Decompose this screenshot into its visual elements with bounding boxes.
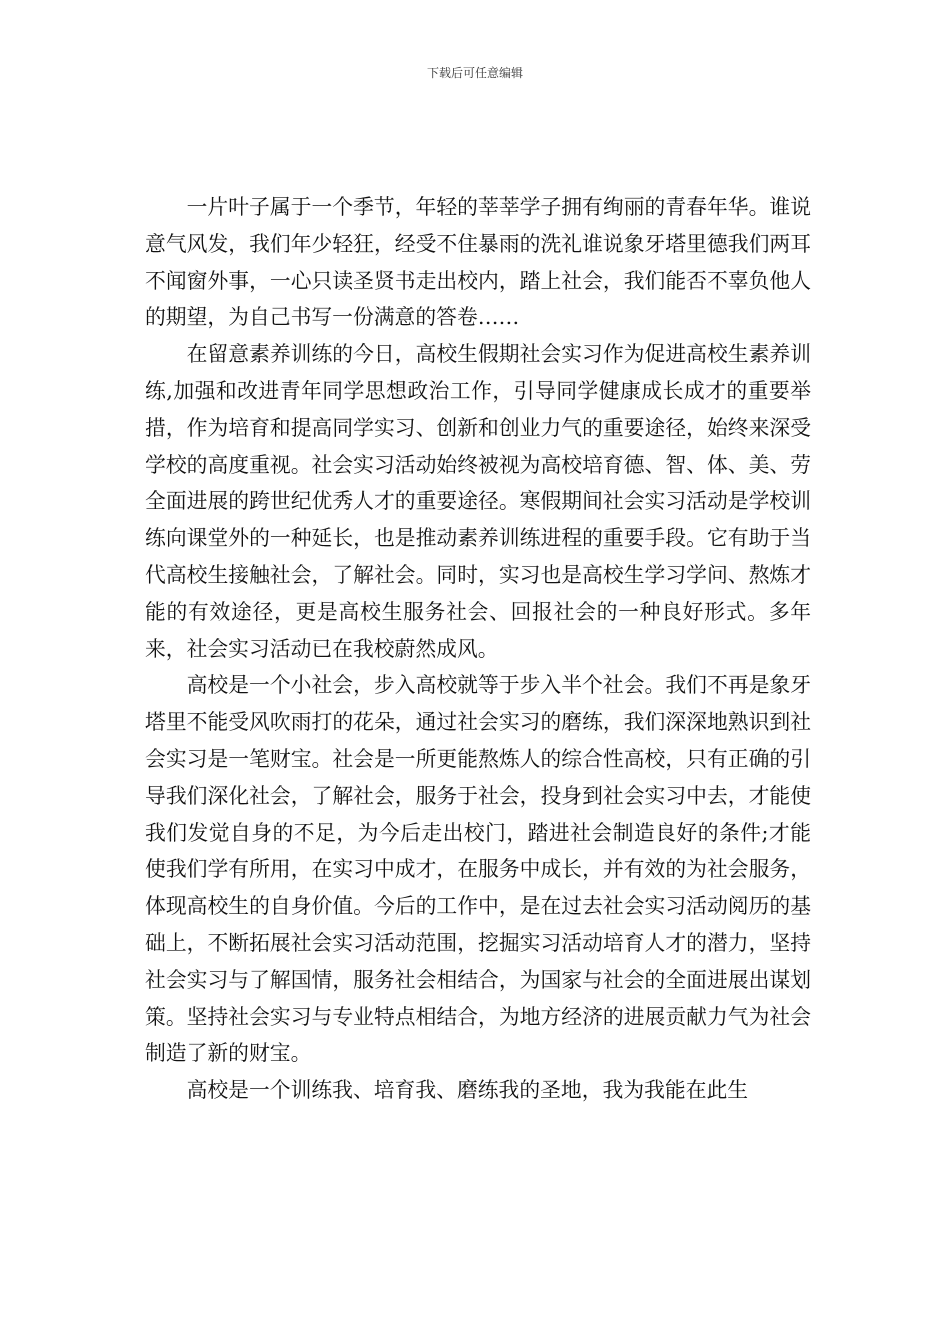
paragraph-4: 高校是一个训练我、培育我、磨练我的圣地，我为我能在此生 — [186, 1078, 749, 1103]
document-body — [145, 189, 811, 1109]
paragraph-3: 高校是一个小社会，步入高校就等于步入半个社会。我们不再是象牙塔里不能受风吹雨打的花朵，通过社会实习的磨练，我们深深地熟识到社会实习是一笔财宝。社会是一所更能熬炼人的综合性高校，只有正确的引导我们深化社会，了解社会，服务于社会，投身到社会实习中去，才能使我们发觉自身的不足，为今后走出校门，踏进社会制造良好的条件;才能使我们学有所用，在实习中成才，在服务中成长，并有效的为社会服务，体现高校生的自身价值。今后的工作中，是在过去社会实习活动阅历的基础上，不断拓展社会实习活动范围，挖掘实习活动培育人才的潜力，坚持社会实习与了解国情，服务社会相结合，为国家与社会的全面进展出谋划策。坚持社会实习与专业特点相结合，为地方经济的进展贡献力气为社会制造了新的财宝。 — [145, 673, 811, 1066]
header-note: 下载后可任意编辑 — [426, 66, 523, 80]
paragraph-1: 一片叶子属于一个季节，年轻的莘莘学子拥有绚丽的青春年华。谁说意气风发，我们年少轻狂，经受不住暴雨的洗礼谁说象牙塔里德我们两耳不闻窗外事，一心只读圣贤书走出校内，踏上社会，我们能否不辜负他人的期望，为自己书写一份满意的答卷…… — [145, 195, 811, 330]
paragraph-2: 在留意素养训练的今日，高校生假期社会实习作为促进高校生素养训练,加强和改进青年同学思想政治工作，引导同学健康成长成才的重要举措，作为培育和提高同学实习、创新和创业力气的重要途径，始终来深受学校的高度重视。社会实习活动始终被视为高校培育德、智、体、美、劳全面进展的跨世纪优秀人才的重要途径。寒假期间社会实习活动是学校训练向课堂外的一种延长，也是推动素养训练进程的重要手段。它有助于当代高校生接触社会，了解社会。同时，实习也是高校生学习学问、熬炼才能的有效途径，更是高校生服务社会、回报社会的一种良好形式。多年来，社会实习活动已在我校蔚然成风。 — [145, 342, 811, 661]
